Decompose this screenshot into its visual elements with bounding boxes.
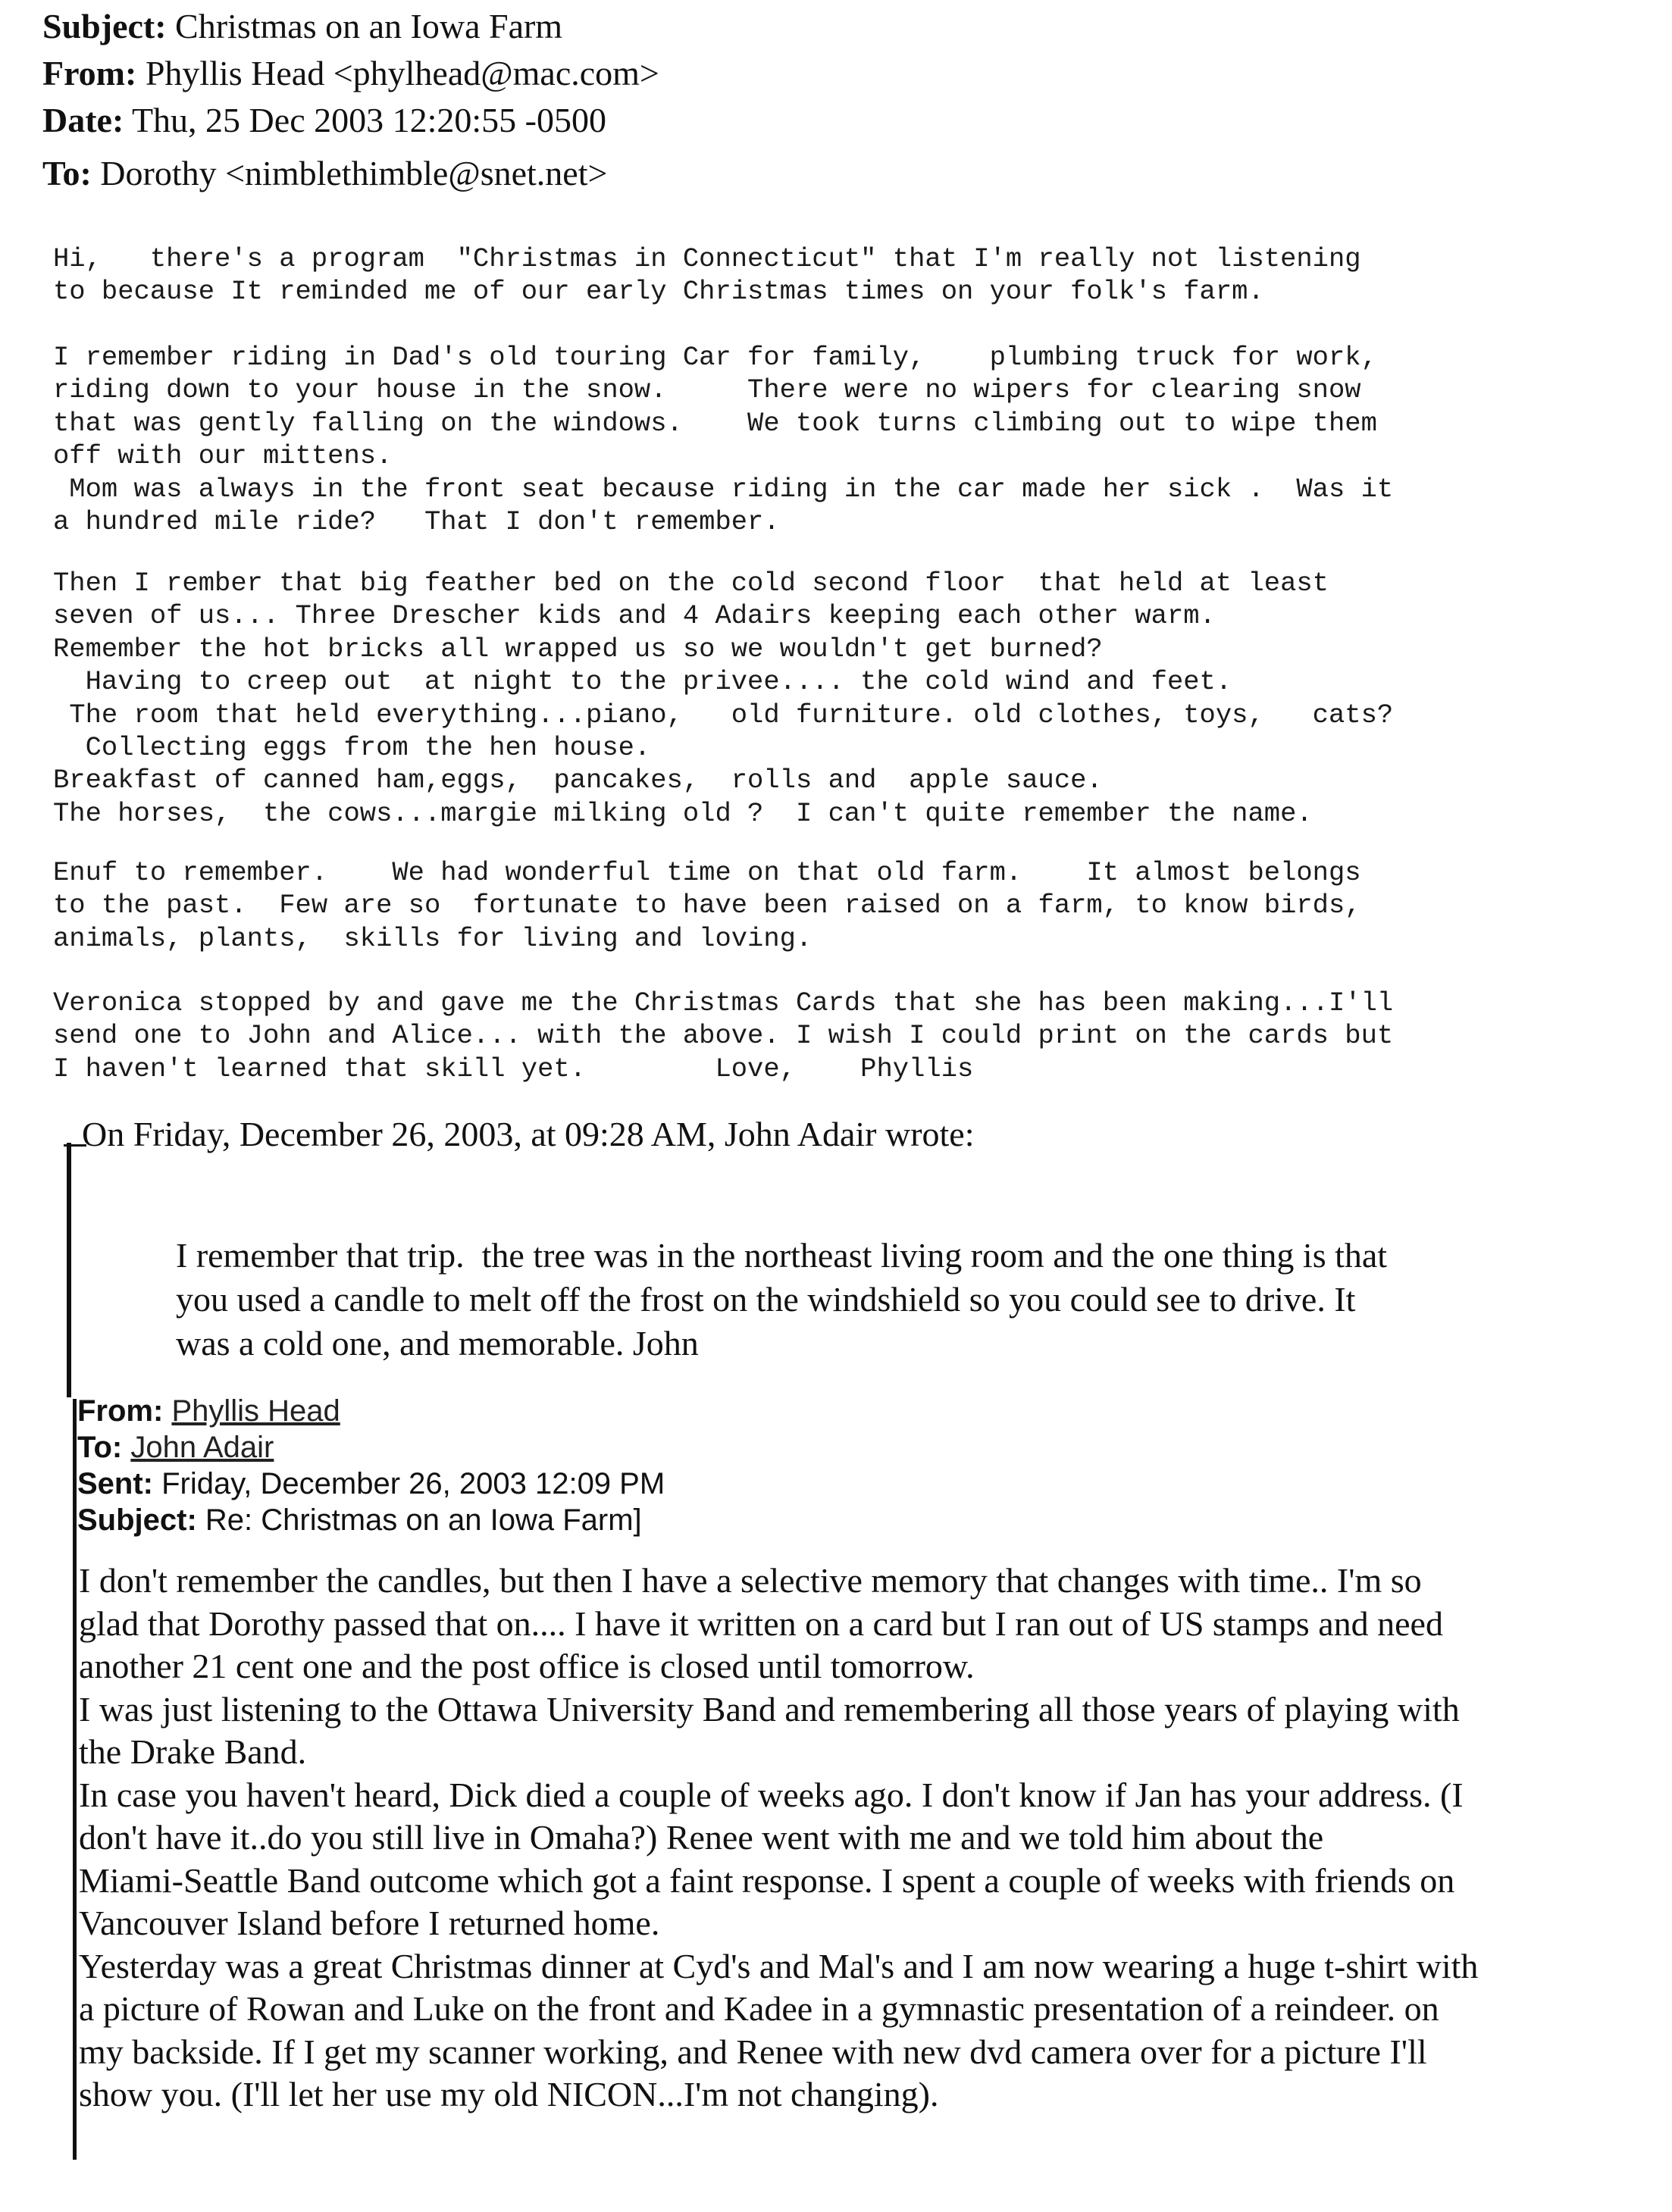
body-paragraph-veronica: Veronica stopped by and gave me the Christmas Cards that she has been making...I'll send one to John and Alice... with the above. I wish I could print on the cards but I haven't learned that skill yet. Love, Phyllis	[53, 987, 1394, 1084]
from-label: From:	[42, 54, 137, 92]
body-paragraph-enuf: Enuf to remember. We had wonderful time on that old farm. It almost belongs to the past. Few are so fortunate to have been raised on a farm, to know birds, animals, plants, skills for living and loving.	[53, 857, 1361, 954]
letter-line: In case you haven't heard, Dick died a couple of weeks ago. I don't know if Jan has your address. (I	[79, 1775, 1464, 1814]
letter-line: another 21 cent one and the post office is closed until tomorrow.	[79, 1647, 975, 1685]
email-subject: Christmas on an Iowa Farm	[175, 7, 563, 45]
date-label: Date:	[42, 101, 124, 139]
forwarded-to-line	[77, 1429, 665, 1466]
body-paragraph-farm-memories: Then I rember that big feather bed on the cold second floor that held at least seven of us... Three Drescher kids and 4 Adairs keeping each other warm. Remember the hot bricks all wrapped us so we wouldn't get burned? Having to creep out at night to the privee.... the cold wind and feet. The room that held everything...piano, old furniture. old clothes, toys, cats? Collecting eggs from the hen house. Breakfast of canned ham,eggs, pancakes, rolls and apple sauce. The horses, the cows...margie milking old ? I can't quite remember the name.	[53, 568, 1394, 829]
forwarded-from-line	[77, 1393, 665, 1429]
reply-attribution: On Friday, December 26, 2003, at 09:28 AM, John Adair wrote:	[82, 1115, 975, 1153]
body-paragraph-car-ride: I remember riding in Dad's old touring Car for family, plumbing truck for work, riding down to your house in the snow. There were no wipers for clearing snow that was gently falling on the windows. We took turns climbing out to wipe them off with our mittens. Mom was always in the front seat because riding in the car made her sick . Was it a hundred mile ride? That I don't remember.	[53, 342, 1394, 538]
email-subject-line	[42, 9, 562, 44]
letter-line: Miami-Seattle Band outcome which got a faint response. I spent a couple of weeks with friends on	[79, 1860, 1455, 1900]
quote-bar-lower	[73, 1399, 77, 2160]
letter-line: a picture of Rowan and Luke on the front and Kadee in a gymnastic presentation of a reindeer. on	[79, 1989, 1439, 2028]
forwarded-to-label: To:	[77, 1431, 123, 1464]
letter-line: don't have it..do you still live in Omaha?) Renee went with me and we told him about the	[79, 1818, 1324, 1857]
subject-label: Subject:	[42, 7, 167, 45]
letter-line: I don't remember the candles, but then I have a selective memory that changes with time.. I'm so	[79, 1561, 1422, 1600]
email-date: Thu, 25 Dec 2003 12:20:55 -0500	[131, 101, 606, 139]
forwarded-sent-label: Sent:	[77, 1467, 153, 1500]
email-date-line	[42, 103, 606, 138]
forwarded-subject-line	[77, 1502, 665, 1538]
body-paragraph-greeting: Hi, there's a program "Christmas in Connecticut" that I'm really not listening to because It reminded me of our early Christmas times on your folk's farm.	[53, 243, 1361, 308]
quote-bar	[67, 1143, 71, 1397]
email-to-line	[42, 156, 607, 191]
email-to: Dorothy <nimblethimble@snet.net>	[100, 154, 608, 192]
letter-line: Vancouver Island before I returned home.	[79, 1904, 660, 1942]
forwarded-subject-label: Subject:	[77, 1503, 197, 1537]
letter-line: I was just listening to the Ottawa University Band and remembering all those years of playing with	[79, 1689, 1460, 1729]
email-from: Phyllis Head <phylhead@mac.com>	[145, 54, 659, 92]
forwarded-from-link[interactable]: Phyllis Head	[171, 1394, 340, 1428]
forwarded-header	[77, 1393, 665, 1538]
forwarded-from-label: From:	[77, 1394, 164, 1428]
reply-text: I remember that trip. the tree was in the northeast living room and the one thing is that you used a candle to melt off the frost on the windshield so you could see to drive. It was a cold one, and memorable. John	[176, 1236, 1388, 1363]
letter-line: Yesterday was a great Christmas dinner at Cyd's and Mal's and I am now wearing a huge t-shirt with	[79, 1946, 1479, 1985]
letter-line: glad that Dorothy passed that on.... I have it written on a card but I ran out of US stamps and need	[79, 1603, 1443, 1643]
forwarded-subject: Re: Christmas on an Iowa Farm]	[205, 1503, 642, 1537]
letter-line: my backside. If I get my scanner working, and Renee with new dvd camera over for a picture I'll	[79, 2032, 1427, 2071]
letter-line: the Drake Band.	[79, 1732, 307, 1771]
forwarded-sent-line	[77, 1466, 665, 1502]
forwarded-to-link[interactable]: John Adair	[130, 1431, 274, 1464]
letter-body	[79, 1560, 1648, 2117]
letter-line: show you. (I'll let her use my old NICON...I'm not changing).	[79, 2075, 939, 2113]
to-label: To:	[42, 154, 92, 192]
email-from-line	[42, 56, 659, 91]
forwarded-sent: Friday, December 26, 2003 12:09 PM	[161, 1467, 665, 1500]
